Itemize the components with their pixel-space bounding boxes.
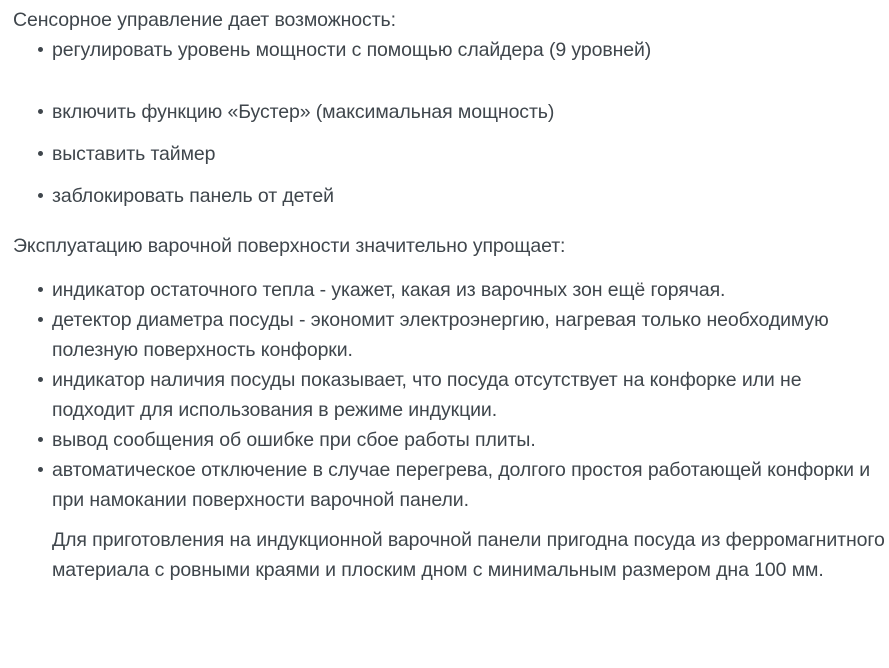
list-item: вывод сообщения об ошибке при сбое работы плиты. [52,425,889,455]
list-item: выставить таймер [52,139,889,169]
list-item: индикатор остаточного тепла - укажет, какая из варочных зон ещё горячая. [52,275,889,305]
touch-control-features-list [13,35,889,211]
list-item: заблокировать панель от детей [52,181,889,211]
section-heading: Сенсорное управление дает возможность: [13,9,396,31]
cookware-note: Для приготовления на индукционной варочной панели пригодна посуда из ферромагнитного материала с ровными краями и плоским дном с минимальным размером дна 100 мм. [52,529,885,581]
section-heading: Эксплуатацию варочной поверхности значительно упрощает: [13,235,566,257]
list-item: включить функцию «Бустер» (максимальная мощность) [52,97,889,127]
list-item: регулировать уровень мощности с помощью слайдера (9 уровней) [52,35,889,65]
list-item: детектор диаметра посуды - экономит электроэнергию, нагревая только необходимую полезную поверхность конфорки. [52,305,889,365]
usage-helpers-list [13,275,889,515]
list-item: автоматическое отключение в случае перегрева, долгого простоя работающей конфорки и при намокании поверхности варочной панели. [52,455,889,515]
section-usage-helpers [13,231,889,585]
list-item: индикатор наличия посуды показывает, что посуда отсутствует на конфорке или не подходит для использования в режиме индукции. [52,365,889,425]
section-touch-control [13,5,889,211]
